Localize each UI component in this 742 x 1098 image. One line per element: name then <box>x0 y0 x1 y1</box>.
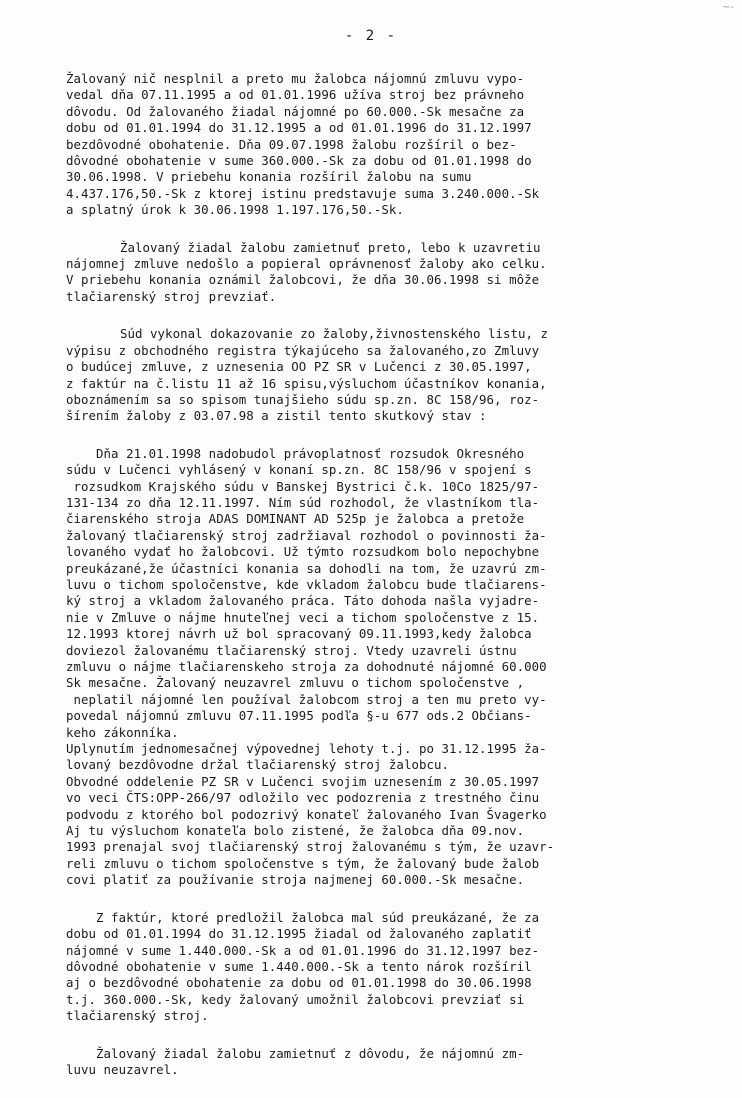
text-line: nájomnej zmluve nedošlo a popieral oprávnenosť žaloby ako celku. <box>66 256 547 272</box>
text-line: podvodu z ktorého bol podozrivý konateľ žalovaného Ivan Švagerko <box>66 806 547 822</box>
text-line: Uplynutím jednomesačnej výpovednej lehoty t.j. po 31.12.1995 ža- <box>66 741 547 757</box>
text-line: dôvodné obohatenie v sume 1.440.000.-Sk a tento nárok rozšíril <box>66 958 532 974</box>
text-line: V priebehu konania oznámil žalobcovi, že dňa 30.06.1998 si môže <box>66 272 540 288</box>
paragraph-1 <box>66 71 686 219</box>
text-line: o budúcej zmluve, z uznesenia OO PZ SR v Lučenci z 30.05.1997, <box>66 359 532 375</box>
text-line: Obvodné oddelenie PZ SR v Lučenci svojim uznesením z 30.05.1997 <box>66 773 540 789</box>
text-line: Žalovaný nič nesplnil a preto mu žalobca nájomnú zmluvu vypo- <box>66 71 525 86</box>
text-line: 12.1993 ktorej návrh už bol spracovaný 09.11.1993,kedy žalobca <box>66 626 532 642</box>
text-line: lovaného vydať ho žalobcovi. Už týmto rozsudkom bolo nepochybne <box>66 544 540 560</box>
text-line: výpisu z obchodného registra týkajúceho sa žalovaného,zo Zmluvy <box>66 342 540 358</box>
paragraph-5 <box>66 910 686 1025</box>
text-line: dobu od 01.01.1994 do 31.12.1995 žiadal od žalovaného zaplatiť <box>66 926 532 942</box>
text-line: z faktúr na č.listu 11 až 16 spisu,výsluchom účastníkov konania, <box>66 375 547 391</box>
text-line: 131-134 zo dňa 12.11.1997. Ním súd rozhodol, že vlastníkom tla- <box>66 494 540 510</box>
text-line: Aj tu výsluchom konateľa bolo zistené, že žalobca dňa 09.nov. <box>66 823 525 839</box>
document-body <box>66 71 686 1098</box>
text-line: súdu v Lučenci vyhlásený v konaní sp.zn. 8C 158/96 v spojení s <box>66 462 532 478</box>
text-line: aj o bezdôvodné obohatenie za dobu od 01.01.1998 do 30.06.1998 <box>66 975 532 991</box>
text-line: rozsudkom Krajského súdu v Banskej Bystrici č.k. 10Co 1825/97- <box>66 478 540 494</box>
text-line: dôvodu. Od žalovaného žiadal nájomné po 60.000.-Sk mesačne za <box>66 103 525 119</box>
text-line: vedal dňa 07.11.1995 a od 01.01.1996 užíva stroj bez právneho <box>66 87 525 103</box>
text-line: oboznámením sa so spisom tunajšieho súdu sp.zn. 8C 158/96, roz- <box>66 391 540 407</box>
text-line: keho zákonníka. <box>66 724 179 740</box>
text-line: neplatil nájomné len používal žalobcom stroj a ten mu preto vy- <box>66 691 547 707</box>
text-line: Z faktúr, ktoré predložil žalobca mal súd preukázané, že za <box>66 909 540 925</box>
text-line: luvu neuzavrel. <box>66 1061 179 1077</box>
text-line: Súd vykonal dokazovanie zo žaloby,živnostenského listu, z <box>120 326 549 342</box>
text-line: nájomné v sume 1.440.000.-Sk a od 01.01.1996 do 31.12.1997 bez- <box>66 942 540 958</box>
text-line: Sk mesačne. Žalovaný neuzavrel zmluvu o tichom spoločenstve , <box>66 675 525 691</box>
text-line: ký stroj a vkladom žalovaného práca. Táto dohoda našla vyjadre- <box>66 593 540 609</box>
paragraph-4 <box>66 446 686 889</box>
paragraph-3 <box>66 326 686 424</box>
text-line: Žalovaný žiadal žalobu zamietnuť preto, lebo k uzavretiu <box>120 239 541 255</box>
text-line: lovaný bezdôvodne držal tlačiarenský stroj žalobcu. <box>66 757 449 773</box>
corner-mark: ~- <box>722 2 734 13</box>
text-line: luvu o tichom spoločenstve, kde vkladom žalobcu bude tlačiarens- <box>66 576 547 592</box>
text-line: tlačiarenský stroj. <box>66 1008 209 1024</box>
text-line: tlačiarenský stroj prevziať. <box>66 288 277 304</box>
text-line: reli zmluvu o tichom spoločenstve s tým, že žalovaný bude žalob <box>66 855 540 871</box>
text-line: a splatný úrok k 30.06.1998 1.197.176,50.-Sk. <box>66 202 404 218</box>
text-line: doviezol žalovanému tlačiarenský stroj. Vtedy uzavreli ústnu <box>66 642 517 658</box>
page-number: - 2 - <box>344 28 398 44</box>
text-line: nie v Zmluve o nájme hnuteľnej veci a tichom spoločenstve z 15. <box>66 609 540 625</box>
text-line: šírením žaloby z 03.07.98 a zistil tento skutkový stav : <box>66 408 487 424</box>
paragraph-2 <box>66 240 686 306</box>
text-line: bezdôvodné obohatenie. Dňa 09.07.1998 žalobu rozšíril o bez- <box>66 136 517 152</box>
text-line: Dňa 21.01.1998 nadobudol právoplatnosť rozsudok Okresného <box>66 445 525 461</box>
text-line: zmluvu o nájme tlačiarenskeho stroja za dohodnuté nájomné 60.000 <box>66 659 547 674</box>
text-line: covi platiť za používanie stroja najmenej 60.000.-Sk mesačne. <box>66 872 525 888</box>
text-line: čiarenského stroja ADAS DOMINANT AD 525p je žalobca a pretože <box>66 511 525 527</box>
text-line: preukázané,že účastníci konania sa dohodli na tom, že uzavrú zm- <box>66 560 547 576</box>
text-line: 1993 prenajal svoj tlačiarenský stroj žalovanému s tým, že uzavr- <box>66 839 555 855</box>
text-line: žalovaný tlačiarenský stroj zadržiaval rozhodol o povinnosti ža- <box>66 527 547 543</box>
text-line: povedal nájomnú zmluvu 07.11.1995 podľa §-u 677 ods.2 Občians- <box>66 708 532 724</box>
text-line: vo veci ČTS:OPP-266/97 odložilo vec podozrenia z trestného činu <box>66 790 540 806</box>
text-line: dobu od 01.01.1994 do 31.12.1995 a od 01.01.1996 do 31.12.1997 <box>66 120 532 136</box>
text-line: dôvodné obohatenie v sume 360.000.-Sk za dobu od 01.01.1998 do <box>66 153 532 169</box>
text-line: 4.437.176,50.-Sk z ktorej istinu predstavuje suma 3.240.000.-Sk <box>66 185 540 201</box>
text-line: t.j. 360.000.-Sk, kedy žalovaný umožnil žalobcovi prevziať si <box>66 991 525 1007</box>
text-line: Žalovaný žiadal žalobu zamietnuť z dôvodu, že nájomnú zm- <box>66 1045 525 1061</box>
text-line: 30.06.1998. V priebehu konania rozšíril žalobu na sumu <box>66 169 472 185</box>
paragraph-6 <box>66 1046 686 1079</box>
